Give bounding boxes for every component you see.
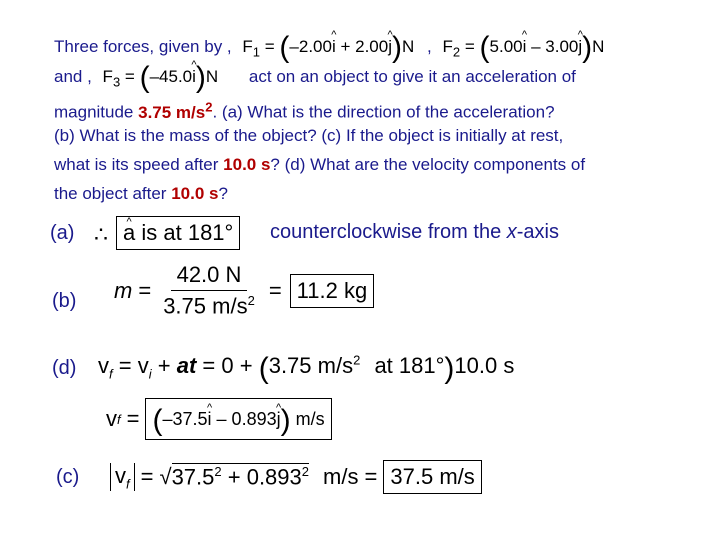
part-b-answer-box: 11.2 kg [290, 274, 375, 308]
acceleration-value: 3.75 $m/s^2$ [138, 99, 213, 122]
time-value-2: 10.0 s [171, 184, 219, 203]
part-b-equation: m = $\frac{42.0 N}{3.75 m/s^2}$ = 11.2 kg [114, 262, 374, 319]
force-2-expression: $F_2$ = (5.00^ i – 3.00^ j)N [442, 37, 604, 56]
problem-line-5: what is its speed after 10.0 s? (d) What are the velocity components of [54, 155, 586, 174]
problem-text: Three forces, given by , [54, 37, 232, 56]
force-3-expression: $F_3$ = (–45.0^ i)N [103, 67, 223, 86]
part-d-equation-1: $v_f = v_i$ + at = 0 + (3.75 $m/s^2$ at 181°)10.0 s [98, 352, 515, 385]
mass-fraction: $\frac{42.0 N}{3.75 m/s^2}$ [163, 262, 255, 319]
part-d-label: (d) [52, 357, 77, 379]
part-d-equation-2: v f = (–37.5^ i – 0.893^ j) m/s [106, 398, 332, 440]
time-value: 10.0 s [223, 155, 271, 174]
problem-line-1: Three forces, given by , $F_1$ = (–2.00^ i + 2.00^ j)N , $F_2$ = (5.00^ i – 3.00^ j)N [54, 33, 604, 65]
problem-line-4: (b) What is the mass of the object? (c) If the object is initially at rest, [54, 126, 564, 145]
part-b-label: (b) [52, 290, 77, 312]
part-c-label: (c) [56, 466, 80, 488]
radicand: $37.5^2 + 0.893^2$ [171, 464, 309, 490]
problem-line-2: and , $F_3$ = (–45.0^ i)N act on an object to give it an acceleration of [54, 63, 576, 95]
part-a-answer-box: ^ a is at 181° [116, 216, 240, 250]
therefore-symbol: ∴ [94, 222, 108, 247]
problem-line-3: magnitude 3.75 $m/s^2$. (a) What is the direction of the acceleration? [54, 99, 555, 122]
part-a-direction-text: counterclockwise from the x-axis [270, 221, 559, 243]
part-c-answer-box: 37.5 m/s [383, 460, 481, 494]
problem-line-6: the object after 10.0 s? [54, 184, 228, 203]
part-d-answer-box: (–37.5^ i – 0.893^ j) m/s [145, 398, 331, 440]
part-a-label: (a) [50, 222, 75, 244]
part-c-equation: $v_f$ = √ $37.5^2 + 0.893^2$ m/s = 37.5 m/s [110, 460, 482, 494]
force-1-expression: $F_1$ = (–2.00^ i + 2.00^ j)N [242, 37, 419, 56]
speed-magnitude: $v_f$ [110, 463, 135, 491]
